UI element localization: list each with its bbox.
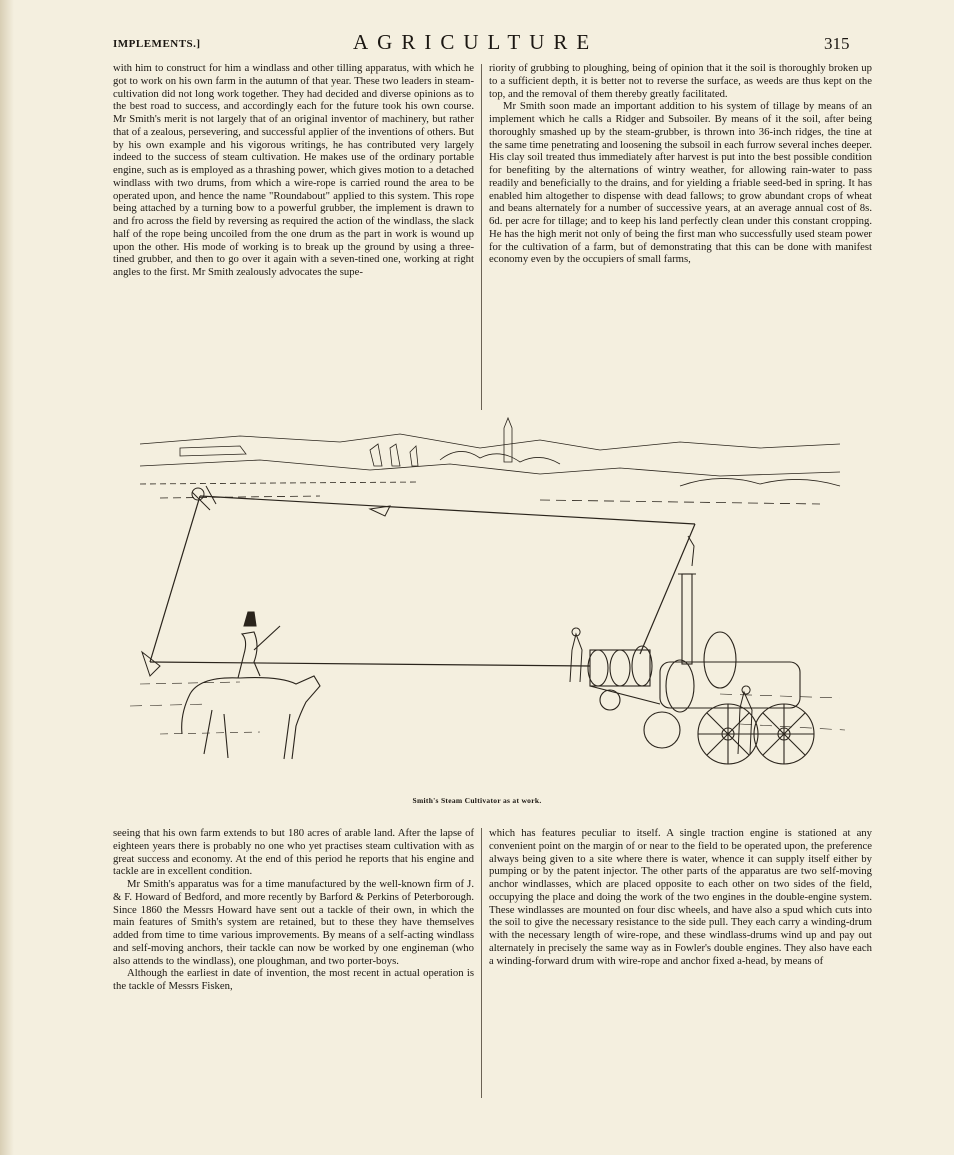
column-rule-top	[481, 64, 482, 410]
column-1-bottom	[113, 827, 474, 993]
paragraph: seeing that his own farm extends to but 180 acres of arable land. After the lapse of eighteen years there is probably no one who yet practises steam cultivation with as great success and economy. At the end of this period he reports that his engine and tackle are in excellent condition.	[113, 827, 474, 878]
landscape-background	[140, 418, 840, 504]
paragraph: Mr Smith soon made an important addition to his system of tillage by means of an implement which he calls a Ridger and Subsoiler. By means of it the soil, after being thoroughly smashed up by the steam-grubber, is thrown into 36-inch ridges, the tine at the same time penetrating and loosening the subsoil in each furrow several inches deeper. His clay soil treated thus immediately after harvest is put into the best possible condition for benefiting by the alternations of wintry weather, for allowing rain-water to pass readily and beneficially to the drains, and for yielding a friable seed-bed in spring. It has enabled him altogether to dispense with dead fallows; to grow abundant crops of wheat and beans alternately for a number of successive years, at an average annual cost of 8s. 6d. per acre for tillage; and to keep his land perfectly clean under this constant cropping. He has the high merit not only of being the first man who successfully used steam power for the cultivation of a farm, but of demonstrating that this can be done with manifest economy even by the occupiers of small farms,	[489, 100, 872, 266]
grubber-implement	[142, 486, 390, 676]
column-rule-bottom	[481, 828, 482, 1098]
field-workers	[570, 536, 752, 754]
paragraph: Although the earliest in date of invention, the most recent in actual operation is the tackle of Messrs Fisken,	[113, 967, 474, 992]
running-head-title: AGRICULTURE	[353, 30, 599, 54]
figure-caption: Smith's Steam Cultivator as at work.	[412, 796, 542, 805]
page-gutter-shadow	[0, 0, 14, 1155]
column-2-top	[489, 62, 872, 266]
wire-rope	[150, 496, 695, 666]
paragraph: riority of grubbing to ploughing, being of opinion that it the soil is thoroughly broken up to a sufficient depth, it is better not to reverse the surface, as weeds are thus kept on the top, and the removal of them thereby greatly facilitated.	[489, 62, 872, 100]
horse-and-rider	[182, 612, 320, 759]
paragraph: which has features peculiar to itself. A single traction engine is stationed at any convenient point on the margin of or near to the field to be operated upon, the preference always being given to a site where there is water, whence it can supply itself either by pumping or by the patent injector. The other parts of the apparatus are two self-moving anchor windlasses, which are placed opposite to each other on two sides of the field, occupying the place and doing the work of the two engines in the double-engine system. These windlasses are mounted on four disc wheels, and have also a spud which cuts into the soil to give the necessary resistance to the side pull. They each carry a winding-drum with the necessary length of wire-rope, and these windlass-drums wind up and pay out alternately in precisely the same way as in Fowler's double engines. They also have each a winding-forward drum with wire-rope and anchor fixed a-head, by means of	[489, 827, 872, 967]
portable-steam-engine	[644, 574, 814, 764]
windlass-wagon	[588, 646, 660, 710]
column-1-top	[113, 62, 474, 279]
page-number: 315	[824, 34, 850, 53]
paragraph: with him to construct for him a windlass and other tilling apparatus, with which he got to work on his own farm in the autumn of that year. These two leaders in steam-cultivation did not long work together. They had decided and diverse opinions as to the best road to success, and accordingly each for the future took his own course. Mr Smith's merit is not largely that of an original inventor of machinery, but rather that of a zealous, persevering, and successful applier of the inventions of others. But by his own example and his vigorous writings, he has contributed very largely indeed to the success of steam cultivation. He makes use of the ordinary portable engine, such as is employed as a thrashing power, which gives motion to a detached windlass with two drums, from which a wire-rope is carried round the area to be operated upon, and hence the name "Roundabout" applied to this system. This rope being attached by a turning bow to a powerful grubber, the implement is drawn to and fro across the field by reversing as required the action of the windlass, the slack half of the rope being uncoiled from the one drum as the part in work is wound up upon the other. His mode of working is to break up the ground by using a three-tined grubber, and then to go over it again with a seven-tined one, working at right angles to the first. Mr Smith zealously advocates the supe-	[113, 62, 474, 278]
column-2-bottom	[489, 827, 872, 967]
paragraph: Mr Smith's apparatus was for a time manufactured by the well-known firm of J. & F. Howard of Bedford, and more recently by Barford & Perkins of Peterborough. Since 1860 the Messrs Howard have sent out a tackle of their own, in which the main features of Smith's system are retained, but to these they have themselves added from time to time various improvements. By means of a self-acting windlass and self-moving anchors, their tackle can now be worked by one engineman (who also attends to the windlass), one ploughman, and two porter-boys.	[113, 878, 474, 967]
running-head-section: IMPLEMENTS.]	[113, 38, 201, 50]
steam-cultivator-engraving	[120, 414, 853, 794]
